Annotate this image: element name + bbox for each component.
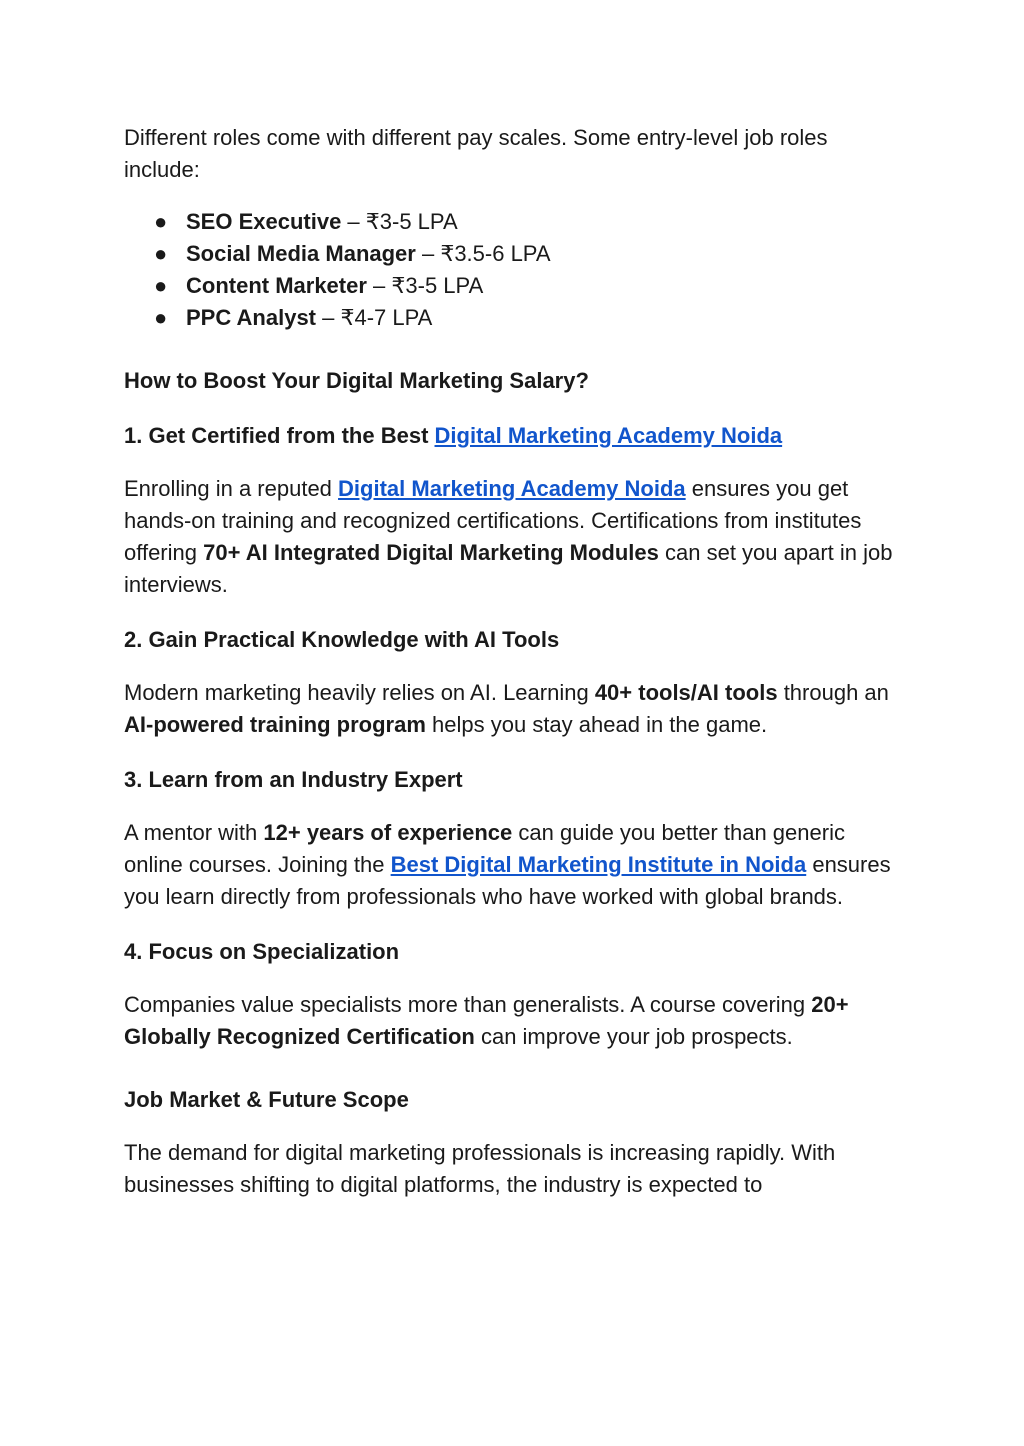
bullet-icon: ● [154,241,168,266]
role-title: PPC Analyst [186,305,317,330]
best-institute-noida-link[interactable]: Best Digital Marketing Institute in Noida [390,852,807,877]
bullet-icon: ● [154,273,168,298]
role-item-smm [124,238,904,270]
scope-paragraph: The demand for digital marketing professionals is increasing rapidly. With businesses shifting to digital platforms, the industry is expected to [124,1140,836,1197]
role-item-seo [124,206,904,238]
text-span: can improve your job prospects. [474,1024,793,1049]
text-span: helps you stay ahead in the game. [425,712,768,737]
bullet-icon: ● [154,209,168,234]
text-span: can guide you better than generic online courses. Joining the [124,820,845,877]
section-3-paragraph [124,817,904,913]
bullet-icon: ● [154,305,168,330]
document-page [124,122,904,1201]
section-4-paragraph [124,989,904,1053]
role-salary: – ₹3-5 LPA [341,209,458,234]
experience-highlight: 12+ years of experience [263,820,513,845]
tools-highlight: 40+ tools/AI tools [594,680,778,705]
boost-heading: How to Boost Your Digital Marketing Salary? [124,368,589,393]
text-span: Companies value specialists more than generalists. A course covering [124,992,812,1017]
text-span: Modern marketing heavily relies on AI. Learning [124,680,595,705]
program-highlight: AI-powered training program [124,712,426,737]
roles-list [124,206,904,334]
academy-noida-link[interactable]: Digital Marketing Academy Noida [434,423,783,448]
text-span: can set you apart in job interviews. [124,540,893,597]
certification-highlight: 20+ Globally Recognized Certification [124,992,849,1049]
text-span: A mentor with [124,820,264,845]
section-3-heading: 3. Learn from an Industry Expert [124,767,463,792]
modules-highlight: 70+ AI Integrated Digital Marketing Modules [203,540,659,565]
text-span: through an [777,680,889,705]
role-item-ppc [124,302,904,334]
role-salary: – ₹3.5-6 LPA [415,241,551,266]
academy-noida-inline-link[interactable]: Digital Marketing Academy Noida [338,476,686,501]
text-span: ensures you learn directly from professionals who have worked with global brands. [124,852,891,909]
role-salary: – ₹4-7 LPA [316,305,433,330]
section-1-paragraph [124,473,904,601]
role-item-content [124,270,904,302]
role-salary: – ₹3-5 LPA [366,273,484,298]
role-title: Content Marketer [186,273,367,298]
section-1-heading-text: 1. Get Certified from the Best [124,423,435,448]
role-title: Social Media Manager [186,241,416,266]
section-2-heading: 2. Gain Practical Knowledge with AI Tools [124,627,560,652]
section-4-heading: 4. Focus on Specialization [124,939,400,964]
scope-heading: Job Market & Future Scope [124,1087,409,1112]
role-title: SEO Executive [186,209,342,234]
intro-paragraph: Different roles come with different pay scales. Some entry-level job roles include: [124,125,828,182]
section-2-paragraph [124,677,904,741]
text-span: ensures you get hands-on training and recognized certifications. Certifications from institutes offering [124,476,862,565]
text-span: Enrolling in a reputed [124,476,339,501]
section-1-heading [124,420,904,452]
